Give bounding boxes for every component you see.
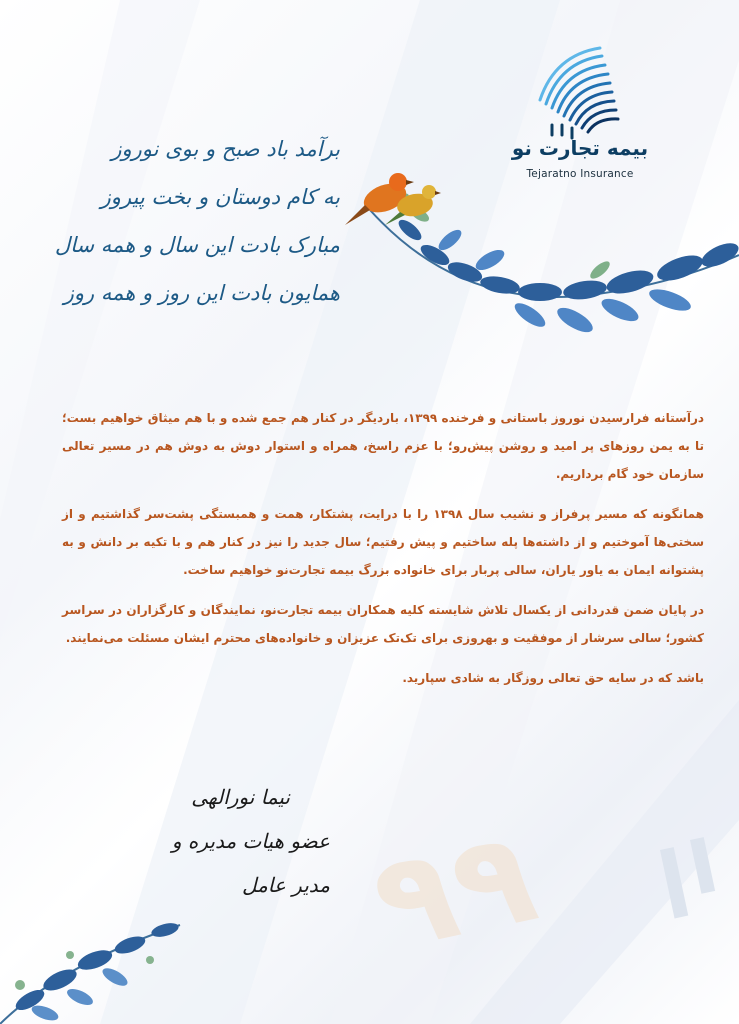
watermark-number: ۹۹ — [361, 799, 549, 981]
logo-name-en: Tejaratno Insurance — [526, 168, 634, 180]
letter-body — [62, 404, 704, 692]
birds-on-branch-icon — [340, 160, 739, 350]
nowruz-poem — [54, 125, 340, 317]
signature-block — [130, 775, 330, 897]
year-watermark — [360, 790, 739, 1024]
tejaratno-logo-icon — [530, 40, 625, 140]
poem-line: مبارک بادت این سال و همه سال — [54, 233, 340, 257]
signatory-name: نیما نورالهی — [191, 785, 290, 809]
poem-line: همایون بادت این روز و همه روز — [63, 281, 340, 305]
signatory-title: عضو هیات مدیره و مدیر عامل — [171, 829, 330, 897]
poem-line: به کام دوستان و بخت پیروز — [100, 185, 340, 209]
body-paragraph: در پایان ضمن قدردانی از یکسال تلاش شایسته کلیه همکاران بیمه تجارت‌نو، نمایندگان و کارگزاران در سراسر کشور؛ سالی سرشار از موفقیت و بهروزی برای تک‌تک عزیزان و خانواده‌های محترم ایشان مسئلت می‌نمایند. — [62, 603, 704, 645]
blue-flower-branch-icon — [0, 905, 200, 1024]
closing-line: باشد که در سایه حق تعالی روزگار به شادی سپارید. — [402, 671, 704, 685]
logo-name-fa: بیمه تجارت نو — [511, 136, 649, 160]
body-paragraph: درآستانه فرارسیدن نوروز باستانی و فرخنده ۱۳۹۹، باردیگر در کنار هم جمع شده و با هم میثاق خواهیم بست؛ تا به یمن روزهای پر امید و روشن پیش‌رو؛ با عزم راسخ، همراه و استوار دوش به دوش هم در مسیر تعالی سازمان خود گام برداریم. — [62, 411, 705, 481]
poem-line: برآمد باد صبح و بوی نوروز — [111, 137, 340, 161]
body-paragraph: همانگونه که مسیر پرفراز و نشیب سال ۱۳۹۸ را با درایت، پشتکار، همت و همبستگی پشت‌سر گذاشتیم و از سختی‌ها آموختیم و از داشته‌ها پله ساختیم و پیش رفتیم؛ سال جدید را نیز در کنار هم و با تکیه بر دانش و به پشتوانه ایمان به یاور یاران، سالی پربار برای خانواده بزرگ بیمه تجارت‌نو خواهیم ساخت. — [62, 507, 705, 577]
